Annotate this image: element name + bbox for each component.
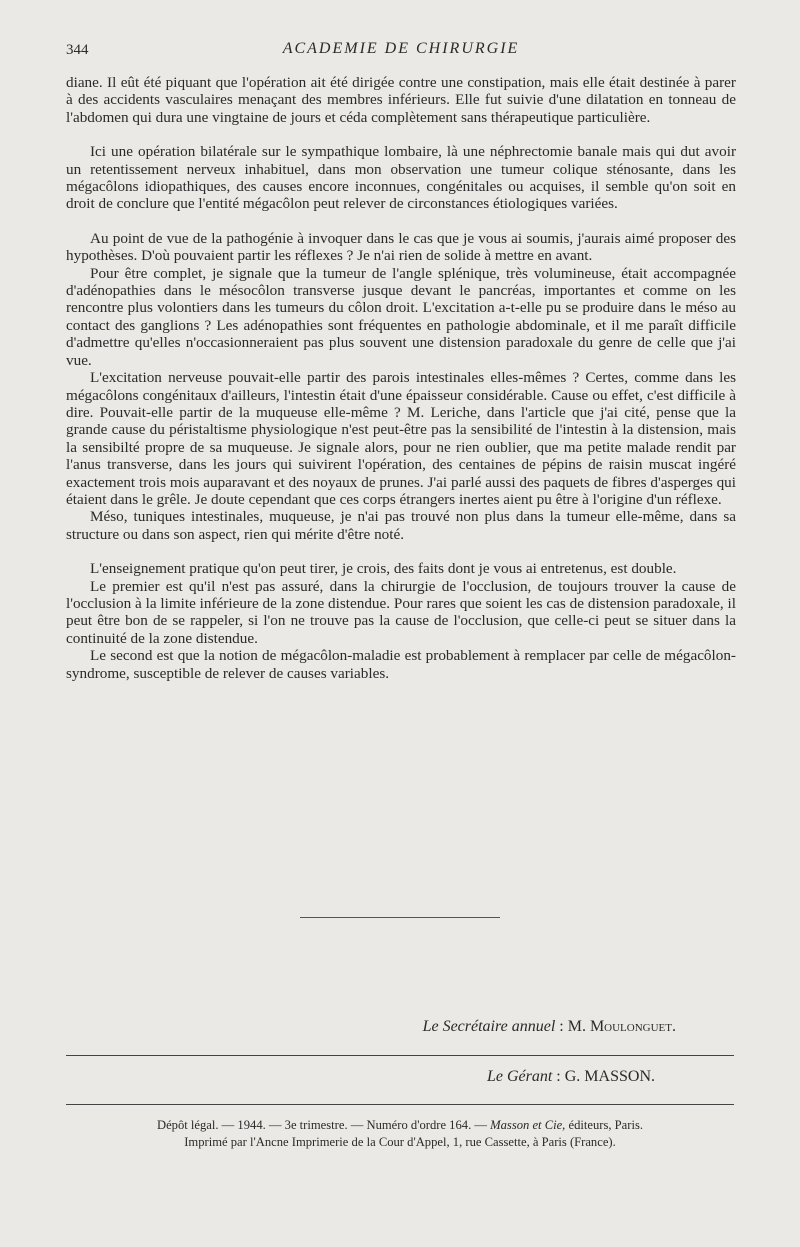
paragraph: Le premier est qu'il n'est pas assuré, dans la chirurgie de l'occlusion, de toujours trouver la cause de l'occlusion à la limite inférieure de la zone distendue. Pour rares que soient les cas de distension paradoxale, il peut être bon de se rappeler, si l'on ne trouve pas la cause de l'occlusion, que celle-ci peut se situer dans la continuité de la zone distendue. xyxy=(66,577,736,647)
imprint-line-1 xyxy=(66,1117,734,1134)
section-divider xyxy=(300,917,500,918)
imprint-legal: Dépôt légal. — 1944. — 3e trimestre. — Numéro d'ordre 164. — xyxy=(156,1118,487,1132)
body-text xyxy=(66,74,736,682)
page-header xyxy=(66,40,736,62)
signature-role: Le Secrétaire annuel xyxy=(422,1018,556,1035)
footer-rule-top xyxy=(66,1055,734,1056)
signature-separator: : xyxy=(559,1018,564,1035)
imprint xyxy=(66,1117,734,1151)
imprint-publisher-role: éditeurs, Paris. xyxy=(568,1118,643,1132)
gerant-role: Le Gérant xyxy=(486,1068,553,1085)
gerant-name: G. MASSON. xyxy=(564,1068,655,1085)
imprint-publisher: Masson et Cie, xyxy=(490,1118,566,1132)
gerant-separator: : xyxy=(556,1068,561,1085)
paragraph: Au point de vue de la pathogénie à invoquer dans le cas que je vous ai soumis, j'aurais aimé proposer des hypothèses. D'où pouvaient partir les réflexes ? Je n'ai rien de solide à mettre en avant. xyxy=(66,229,736,265)
paragraph: Le second est que la notion de mégacôlon-maladie est probablement à remplacer par celle de mégacôlon-syndrome, susceptible de relever de causes variables. xyxy=(66,647,736,682)
page-number: 344 xyxy=(66,42,89,58)
paragraph: Pour être complet, je signale que la tumeur de l'angle splénique, très volumineuse, était accompagnée d'adénopathies dans le mésocôlon transverse jusque devant le pancréas, importantes et comme on les rencontre plus volontiers dans les tumeurs du côlon droit. L'excitation a-t-elle pu se produire dans le méso au contact des ganglions ? Les adénopathies sont fréquentes en pathologie abdominale, et il me paraît difficile d'admettre qu'elles n'occasionneraient pas plus souvent une distension paradoxale du genre de celle que j'ai vue. xyxy=(66,264,736,369)
paragraph: Ici une opération bilatérale sur le sympathique lombaire, là une néphrectomie banale mais qui dut avoir un retentissement nerveux inhabituel, dans mon observation une tumeur colique sténosante, dans les mégacôlons idiopathiques, des causes encore inconnues, congénitales ou acquises, il semble qu'on soit en droit de conclure que l'entité mégacôlon peut relever de circonstances étiologiques variées. xyxy=(66,143,736,213)
paragraph: L'excitation nerveuse pouvait-elle partir des parois intestinales elles-mêmes ? Certes, comme dans les mégacôlons congénitaux d'ailleurs, l'intestin était d'une épaisseur considérable. Cause ou effet, c'est difficile à dire. Pouvait-elle partir de la muqueuse elle-même ? M. Leriche, dans l'article que j'ai cité, pense que la grande cause du péristaltisme physiologique n'est peut-être pas la sensibilité de l'intestin à la distension, mais la sensibilté propre de sa muqueuse. Je signale alors, pour ne rien oublier, que ma petite malade rendit par l'anus transverse, dans les jours qui suivirent l'opération, des centaines de pépins de raisin muscat ingéré exactement trois mois auparavant et des noyaux de prunes. J'ai parlé aussi des paquets de fibres d'asperges qui étaient dans le grêle. Je doute cependant que ces corps étrangers inertes aient pu être à l'origine d'un réflexe. xyxy=(66,369,736,508)
secretary-signature xyxy=(423,1018,676,1036)
signature-name: M. Moulonguet. xyxy=(567,1018,676,1035)
running-title: ACADEMIE DE CHIRURGIE xyxy=(282,40,520,57)
imprint-line-2: Imprimé par l'Ancne Imprimerie de la Cour d'Appel, 1, rue Cassette, à Paris (France). xyxy=(184,1135,616,1149)
paragraph: diane. Il eût été piquant que l'opération ait été dirigée contre une constipation, mais elle était destinée à parer à des accidents vasculaires menaçant des membres inférieurs. Elle fut suivie d'une dilatation en tonneau de l'abdomen qui dura une vingtaine de jours et céda complètement sans thérapeutique particulière. xyxy=(66,74,736,126)
footer-rule-bottom xyxy=(66,1104,734,1105)
gerant-signature xyxy=(487,1068,655,1086)
paragraph: Méso, tuniques intestinales, muqueuse, je n'ai pas trouvé non plus dans la tumeur elle-même, dans sa structure ou dans son aspect, rien qui mérite d'être noté. xyxy=(66,508,736,543)
paragraph: L'enseignement pratique qu'on peut tirer, je crois, des faits dont je vous ai entretenus, est double. xyxy=(90,560,677,578)
